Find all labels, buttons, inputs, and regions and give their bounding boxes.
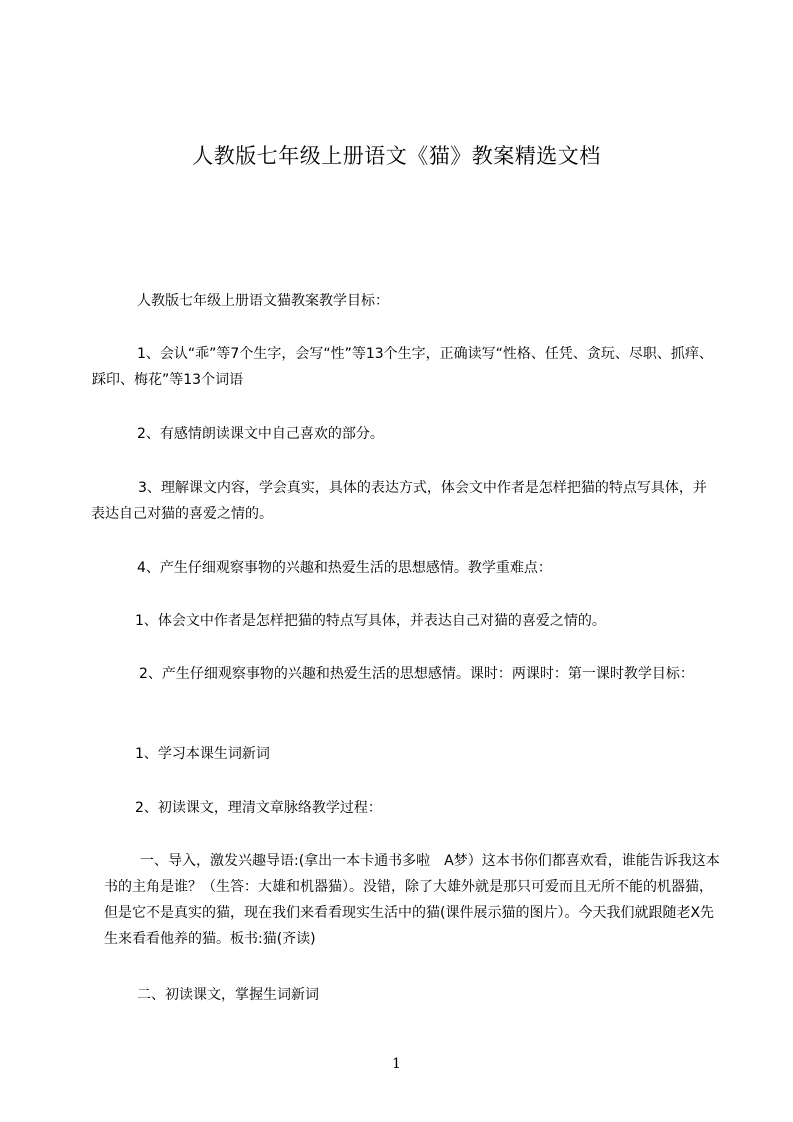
- paragraph-difficulty-1: 1、体会文中作者是怎样把猫的特点写具体，并表达自己对猫的喜爱之情的。: [135, 613, 606, 629]
- paragraph-goal-2: 2、有感情朗读课文中自己喜欢的部分。: [137, 426, 384, 442]
- paragraph-goal-1: 1、会认“乖”等7个生字，会写“性”等13个生字，正确读写“性格、任凭、贪玩、尽职、抓痒、踩印、梅花”等13个词语: [92, 346, 713, 388]
- paragraph-goal-4: 4、产生仔细观察事物的兴趣和热爱生活的思想感情。教学重难点：: [137, 560, 552, 576]
- paragraph-teaching-goals-heading: 人教版七年级上册语文猫教案教学目标：: [137, 293, 389, 309]
- paragraph-goal-3: 3、理解课文内容，学会真实，具体的表达方式，体会文中作者是怎样把猫的特点写具体，并表达自己对猫的喜爱之情的。: [91, 480, 707, 522]
- paragraph-introduction: 一、导入，激发兴趣导语:(拿出一本卡通书多啦 A梦）这本书你们都喜欢看，谁能告诉我这本书的主角是谁？（生答：大雄和机器猫）。没错，除了大雄外就是那只可爱而且无所不能的机器猫，但是它不是真实的猫，现在我们来看看现实生活中的猫(课件展示猫的图片）。今天我们就跟随老X先生来看看他养的猫。板书:猫(齐读): [104, 853, 720, 947]
- paragraph-difficulty-2: 2、产生仔细观察事物的兴趣和热爱生活的思想感情。课时：两课时：第一课时教学目标：: [139, 666, 694, 682]
- document-title: 人教版七年级上册语文《猫》教案精选文档: [192, 144, 601, 168]
- paragraph-lesson-goal-2: 2、初读课文，理清文章脉络教学过程：: [135, 800, 382, 816]
- paragraph-lesson-goal-1: 1、学习本课生词新词: [135, 746, 270, 762]
- page-number: 1: [392, 1056, 401, 1072]
- paragraph-section-two: 二、初读课文，掌握生词新词: [137, 987, 319, 1003]
